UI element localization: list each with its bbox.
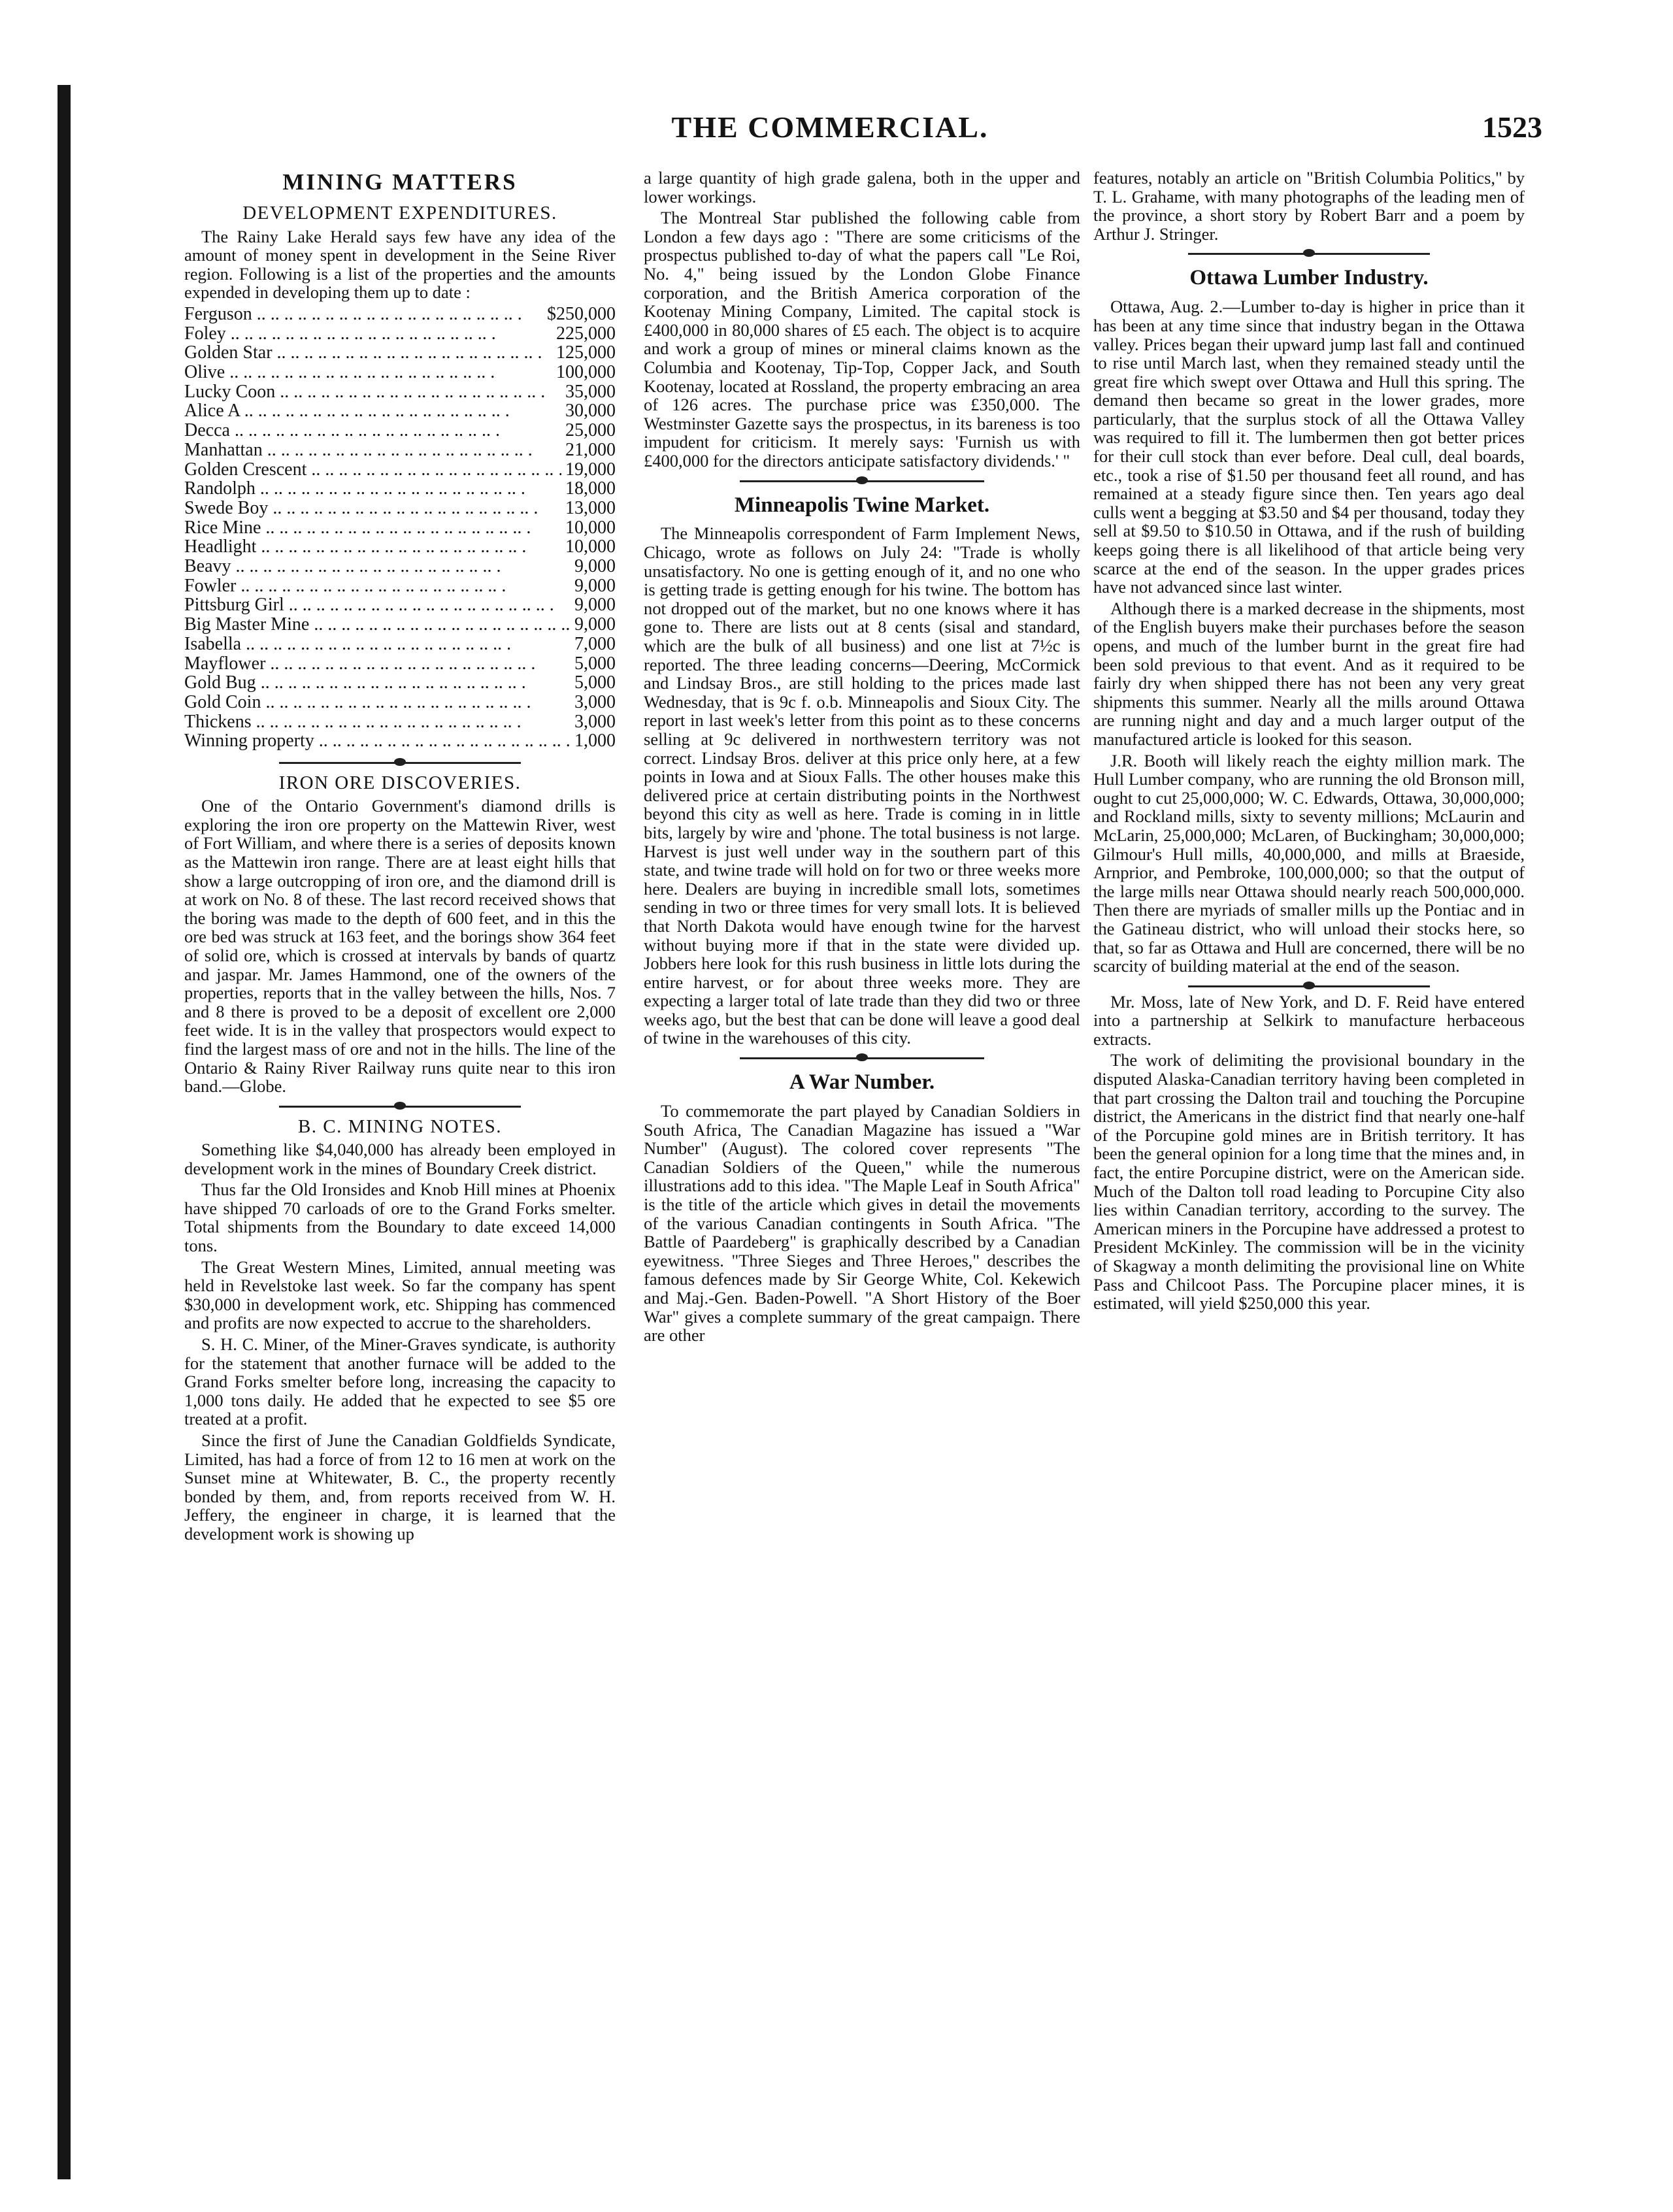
heading-bc-mining-notes: B. C. MINING NOTES.: [297, 1115, 503, 1137]
property-amount: 25,000: [565, 420, 616, 441]
property-name: Decca .. ..: [184, 421, 561, 440]
expenditure-row: [184, 324, 616, 344]
property-amount: 13,000: [565, 497, 616, 518]
article-paragraph: The work of delimiting the provisional boundary in the disputed Alaska-Canadian territory having been completed in that part crossing the Dalton trail and touching the Porcupine district, the Americans in the district find that nearly one-half of the Porcupine gold mines are in British territory. It has been the general opinion for a long time that the mines and, in fact, the entire Porcupine district, were on the American side. Much of the Dalton toll road leading to Porcupine City also lies within Canadian territory, according to the survey. The American miners in the Porcupine have addressed a protest to President McKinley. The commission will be in the vicinity of Skagway a month delimiting the provisional line on White Pass and Chilcoot Pass. The Porcupine placer mines, it is estimated, will yield $250,000 this year.: [1093, 1050, 1525, 1313]
article-paragraph: a large quantity of high grade galena, both in the upper and lower workings.: [644, 169, 1080, 206]
property-name: Big Master Mine .. ..: [184, 615, 571, 635]
property-amount: 3,000: [574, 711, 616, 732]
expenditure-row: [184, 557, 616, 576]
property-amount: 30,000: [565, 401, 616, 421]
column-2: [644, 169, 1080, 2158]
property-name: Gold Bug .. ..: [184, 673, 571, 693]
article-paragraph: The Montreal Star published the following cable from London a few days ago : "There are some criticisms of the prospectus published to-day of what the papers call "Le Roi, No. 4," being issued by the London Globe Finance corporation, and the British America corporation of the Kootenay Mining Company, Limited. The capital stock is £400,000 in 80,000 shares of £5 each. The object is to acquire and work a group of mines or mineral claims known as the Columbia and Kootenay, Tip-Top, Copper Jack, and South Kootenay, located at Rossland, the property embracing an area of 126 acres. The purchase price was £350,000. The Westminster Gazette says the prospectus, in its bareness is too impudent for criticism. It merely says: 'Furnish us with £400,000 for the directors anticipate satisfactory dividends.' ": [644, 208, 1080, 470]
article-paragraph: J.R. Booth will likely reach the eighty million mark. The Hull Lumber company, who are running the old Bronson mill, ought to cut 25,000,000; W. C. Edwards, Ottawa, 30,000,000; and Rockland mills, sixty to seventy millions; McLaurin and McLarin, 25,000,000; McLaren, of Buckingham; 30,000,000; Gilmour's Hull mills, 40,000,000, and mills at Braeside, Arnprior, and Pembroke, 100,000,000; so that the output of the large mills near Ottawa should nearly reach 500,000,000. Then there are myriads of smaller mills up the Pontiac and in the Gatineau district, who will unload their stocks here, so that, so far as Ottawa and Hull are concerned, there will be no scarcity of building material at the end of the season.: [1093, 750, 1525, 976]
property-amount: 100,000: [556, 362, 616, 382]
article-paragraph: Since the first of June the Canadian Goldfields Syndicate, Limited, has had a force of from 12 to 16 men at work on the Sunset mine at Whitewater, B. C., the property recently bonded by them, and, from reports received from W. H. Jeffery, the engineer in charge, it is learned that the development work is showing up: [184, 1430, 616, 1543]
article-paragraph: Thus far the Old Ironsides and Knob Hill mines at Phoenix have shipped 70 carloads of ore to the Grand Forks smelter. Total shipments from the Boundary to date exceed 14,000 tons.: [184, 1180, 616, 1255]
section-divider: [184, 755, 616, 769]
property-amount: 5,000: [574, 672, 616, 693]
article-paragraph: The Great Western Mines, Limited, annual meeting was held in Revelstoke last week. So far the company has spent $30,000 in development work, etc. Shipping has commenced and profits are now expected to accrue to the shareholders.: [184, 1257, 616, 1333]
property-amount: 10,000: [565, 517, 616, 538]
property-name: Mayflower .. ..: [184, 654, 571, 674]
article-paragraph: Although there is a marked decrease in the shipments, most of the English buyers make their purchases before the season opens, and much of the lumber burnt in the great fire had been sold previous to that event. And as it required to be fairly dry when shipped there has not been any very great shipments this summer. Nearly all the mills around Ottawa are running night and day and a much larger output of the manufactured article is looked for this season.: [1093, 598, 1525, 749]
property-amount: 225,000: [556, 323, 616, 344]
expenditure-row: [184, 305, 616, 324]
property-name: Swede Boy .. ..: [184, 499, 561, 518]
expenditure-list: [184, 305, 616, 751]
column-3: [1093, 169, 1525, 2116]
heading-iron-ore-discoveries: IRON ORE DISCOVERIES.: [278, 772, 522, 794]
expenditure-row: [184, 479, 616, 499]
article-paragraph: Something like $4,040,000 has already been employed in development work in the mines of Boundary Creek district.: [184, 1140, 616, 1178]
expenditure-row: [184, 440, 616, 460]
expenditure-row: [184, 382, 616, 402]
section-divider: [184, 1098, 616, 1113]
expenditure-row: [184, 615, 616, 635]
expenditure-row: [184, 537, 616, 557]
property-name: Foley .. ..: [184, 324, 552, 344]
expenditure-row: [184, 421, 616, 440]
property-name: Rice Mine .. ..: [184, 518, 561, 538]
property-amount: 5,000: [574, 653, 616, 674]
property-name: Pittsburg Girl .. ..: [184, 595, 571, 615]
property-name: Headlight .. ..: [184, 537, 561, 557]
column-1: [184, 169, 616, 2152]
expenditure-row: [184, 712, 616, 732]
page-number: 1523: [1482, 110, 1542, 144]
masthead-title: THE COMMERCIAL.: [671, 110, 989, 144]
property-name: Randolph .. ..: [184, 479, 561, 499]
heading-ottawa-lumber-industry: Ottawa Lumber Industry.: [1189, 266, 1429, 290]
expenditure-row: [184, 693, 616, 712]
property-amount: 125,000: [556, 342, 616, 363]
article-paragraph: features, notably an article on "British Columbia Politics," by T. L. Grahame, with many photographs of the leading men of the province, a short story by Robert Barr and a poem by Arthur J. Stringer.: [1093, 169, 1525, 244]
article-paragraph: The Rainy Lake Herald says few have any idea of the amount of money spent in development in the Seine River region. Following is a list of the properties and the amounts expended in developing them up to date :: [184, 226, 616, 303]
property-amount: 9,000: [574, 614, 616, 635]
property-amount: 1,000: [574, 731, 616, 751]
expenditure-row: [184, 673, 616, 693]
heading-development-expenditures: DEVELOPMENT EXPENDITURES.: [242, 203, 557, 224]
section-divider: [1093, 246, 1525, 260]
expenditure-row: [184, 635, 616, 654]
expenditure-row: [184, 363, 616, 382]
property-name: Olive .. ..: [184, 363, 552, 382]
binding-edge: [58, 85, 71, 2179]
property-amount: 10,000: [565, 536, 616, 557]
expenditure-row: [184, 595, 616, 615]
property-amount: 21,000: [565, 439, 616, 460]
property-name: Winning property .. ..: [184, 731, 571, 751]
property-amount: 9,000: [574, 575, 616, 596]
property-name: Gold Coin .. ..: [184, 693, 571, 712]
property-amount: 18,000: [565, 478, 616, 499]
property-amount: 3,000: [574, 691, 616, 712]
article-paragraph: Ottawa, Aug. 2.—Lumber to-day is higher in price than it has been at any time since that industry began in the Ottawa valley. Prices began their upward jump last fall and continued to rise until March last, when they remained steady until the great fire which swept over Ottawa and Hull this spring. The demand then became so great in the lower grades, more particularly, that the surplus stock of all the Ottawa Valley was required to fill it. The lumbermen then got better prices for their cull stock than ever before. Deal cull, deal boards, etc., took a rise of $1.50 per thousand feet all round, and has remained at a steady figure since then. Ten years ago deal culls went a begging at $3.50 and $4 per thousand, today they sell at $9.50 to $10.50 in Ottawa, and if the rush of building keeps going there is all likelihood of that article being very scarce at the end of the season. In the upper grades prices have not advanced since last winter.: [1093, 297, 1525, 597]
section-divider: [1093, 978, 1525, 993]
property-name: Golden Crescent .. ..: [184, 460, 561, 480]
property-name: Ferguson .. ..: [184, 305, 543, 324]
property-amount: $250,000: [547, 303, 616, 324]
article-paragraph: Mr. Moss, late of New York, and D. F. Reid have entered into a partnership at Selkirk to manufacture herbaceous extracts.: [1093, 991, 1525, 1049]
article-paragraph: One of the Ontario Government's diamond drills is exploring the iron ore property on the Mattewin River, west of Fort William, and where there is a series of deposits known as the Mattewin iron range. There are at least eight hills that show a large outcropping of iron ore, and the diamond drill is at work on No. 8 of these. The last record received shows that the boring was made to the depth of 600 feet, and in this the ore bed was struck at 163 feet, and the borings show 364 feet of solid ore, which is crossed at intervals by bands of quartz and jaspar. Mr. James Hammond, one of the owners of the properties, reports that in the valley between the hills, Nos. 7 and 8 there is proved to be a deposit of excellent ore 2,000 feet wide. It is in the valley that prospectors would expect to find the largest mass of ore and not in the hills. The line of the Ontario & Rainy River Railway runs quite near to this iron band.—Globe.: [184, 796, 616, 1097]
expenditure-row: [184, 731, 616, 751]
expenditure-row: [184, 460, 616, 480]
property-name: Beavy .. ..: [184, 557, 571, 576]
property-name: Thickens .. ..: [184, 712, 571, 732]
property-name: Manhattan .. ..: [184, 440, 561, 460]
section-title-mining-matters: MINING MATTERS: [282, 169, 518, 195]
property-amount: 7,000: [574, 633, 616, 654]
article-paragraph: S. H. C. Miner, of the Miner-Graves syndicate, is authority for the statement that another furnace will be added to the Grand Forks smelter before long, increasing the capacity to 1,000 tons daily. He added that he expected to see $5 ore treated at a profit.: [184, 1334, 616, 1429]
property-amount: 9,000: [574, 556, 616, 577]
expenditure-row: [184, 343, 616, 363]
expenditure-row: [184, 654, 616, 674]
property-name: Isabella .. ..: [184, 635, 571, 654]
expenditure-row: [184, 499, 616, 518]
property-amount: 19,000: [565, 459, 616, 480]
property-name: Lucky Coon .. ..: [184, 382, 561, 402]
section-divider: [644, 473, 1080, 487]
expenditure-row: [184, 518, 616, 538]
property-name: Alice A .. ..: [184, 401, 561, 421]
article-paragraph: To commemorate the part played by Canadian Soldiers in South Africa, The Canadian Magazine has issued a "War Number" (August). The colored cover represents "The Canadian Soldiers of the Queen," while the numerous illustrations add to this idea. "The Maple Leaf in South Africa" is the title of the article which gives in detail the movements of the various Canadian contingents in South Africa. "The Battle of Paardeberg" is graphically described by a Canadian eyewitness. "Three Sieges and Three Heroes," describes the famous defences made by Sir George White, Col. Kekewich and Maj.-Gen. Baden-Powell. "A Short History of the Boer War" gives a complete summary of the great campaign. There are other: [644, 1101, 1080, 1345]
property-amount: 9,000: [574, 595, 616, 616]
expenditure-row: [184, 576, 616, 596]
article-paragraph: The Minneapolis correspondent of Farm Implement News, Chicago, wrote as follows on July 24: "Trade is wholly unsatisfactory. No one is getting enough of it, and no one who is getting trade is getting enough for his twine. The bottom has not dropped out of the market, but no one knows where it has gone to. There are lists out at 8 cents (sisal and standard, which are the bulk of all business) and one list at 7½c is reported. The three leading concerns—Deering, McCormick and Lindsay Bros., are still holding to the prices made last Wednesday, that is 9c f. o.b. Minneapolis and Sioux City. The report in last week's letter from this point as to these concerns selling at 9c delivered in northwestern territory was not correct. Lindsay Bros. deliver at this price only here, at a few points in Iowa and at Sioux Falls. The other houses make this delivered price at certain distributing points in the Northwest beyond this city as well as here. Trade is coming in in little bits, largely by wire and 'phone. The total business is not large. Harvest is just well under way in the southern part of this state, and twine trade will hold on for two or three weeks more here. Dealers are buying in incredible small lots, sometimes sending in two or three times for very small lots. It is believed that North Dakota would have enough twine for the harvest without buying more if that in the state were divided up. Jobbers here look for this rush business in little lots during the entire harvest, or for about three weeks more. They are expecting a larger total of late trade than they did two or three weeks ago, but the best that can be done will leave a good deal of twine in the warehouses of this city.: [644, 523, 1080, 1048]
section-divider: [644, 1050, 1080, 1065]
heading-a-war-number: A War Number.: [789, 1070, 935, 1095]
property-name: Fowler .. ..: [184, 576, 571, 596]
property-amount: 35,000: [565, 381, 616, 402]
heading-minneapolis-twine-market: Minneapolis Twine Market.: [734, 493, 990, 517]
property-name: Golden Star .. ..: [184, 343, 552, 363]
expenditure-row: [184, 401, 616, 421]
